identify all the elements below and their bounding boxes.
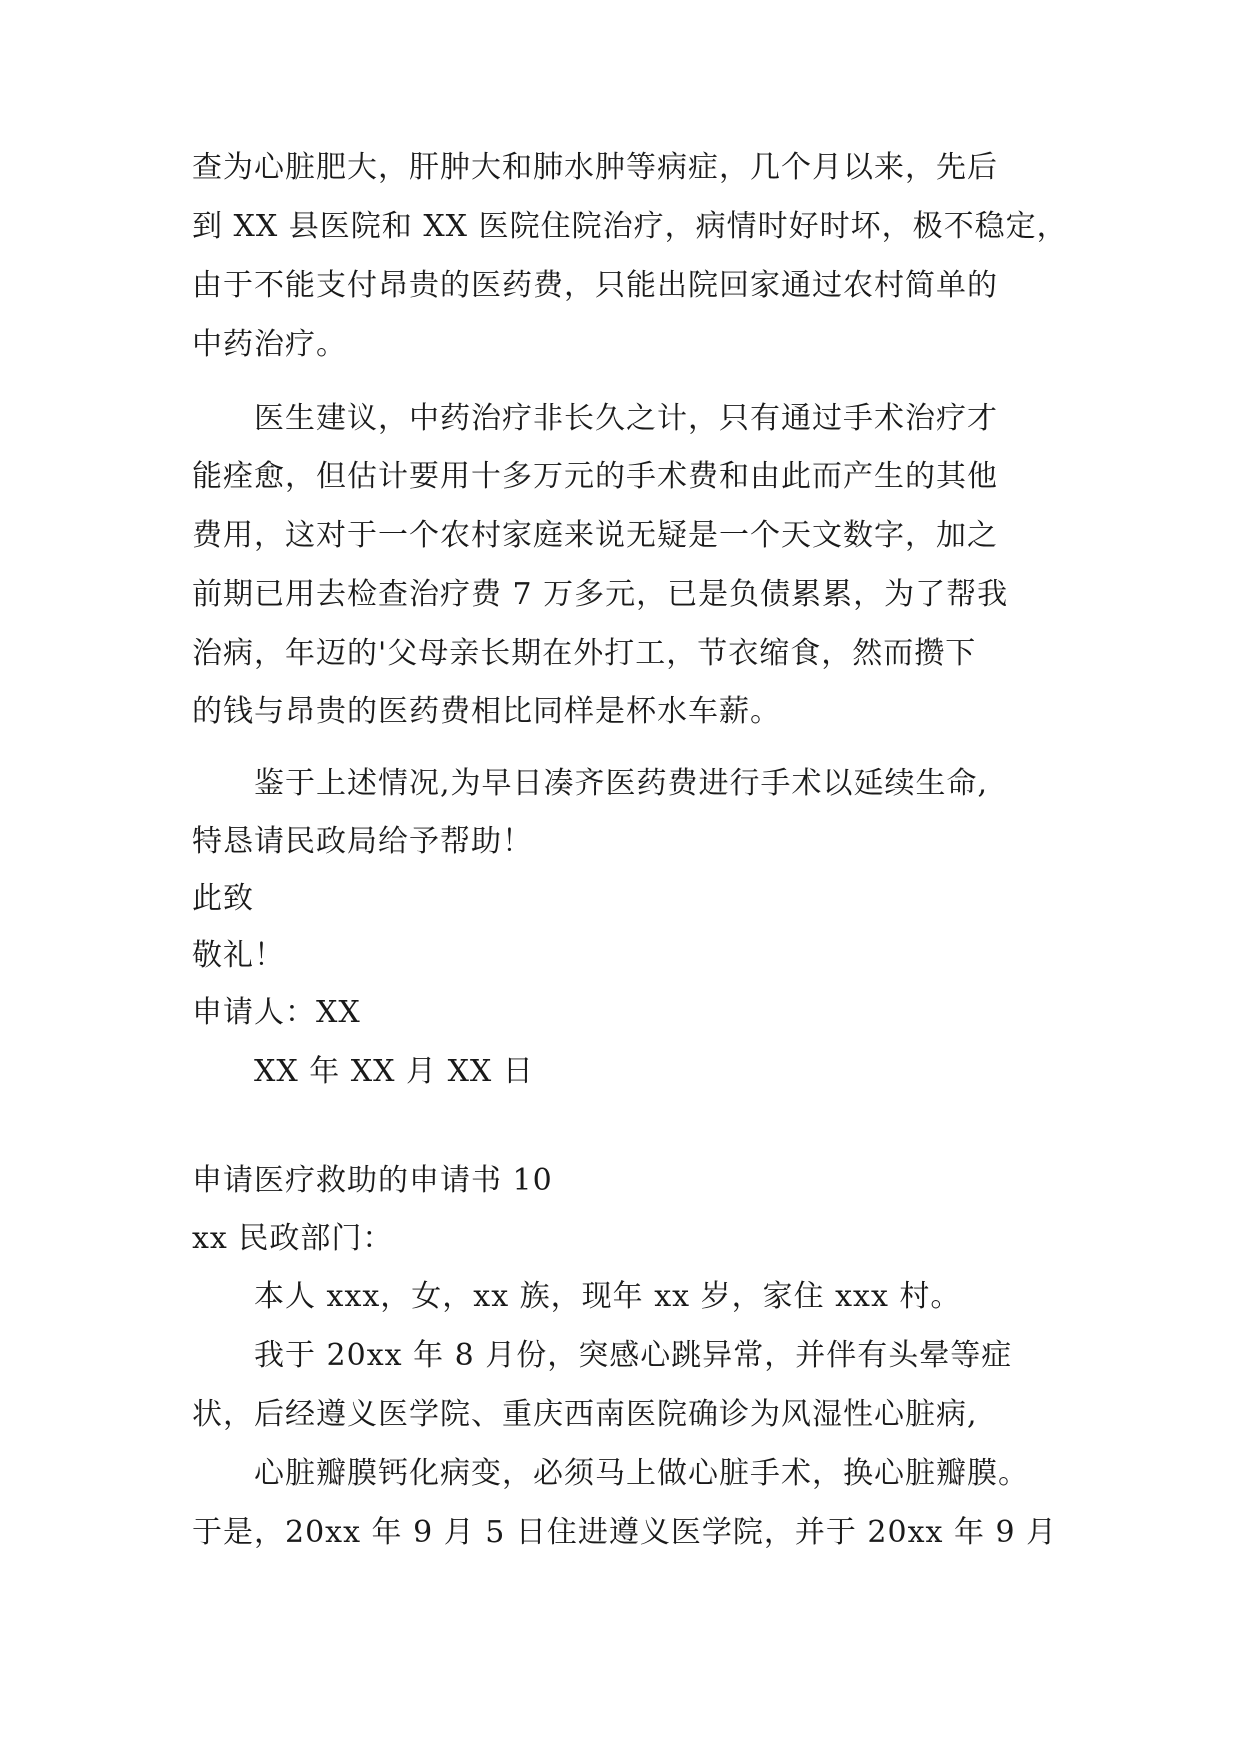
letter-addressee: xx 民政部门： bbox=[192, 1221, 394, 1256]
paragraph-line: 的钱与昂贵的医药费相比同样是杯水车薪。 bbox=[192, 694, 781, 729]
paragraph-line: 治病，年迈的'父母亲长期在外打工，节衣缩食，然而攒下 bbox=[192, 636, 977, 671]
paragraph-line: 本人 xxx，女，xx 族，现年 xx 岁，家住 xxx 村。 bbox=[254, 1279, 962, 1314]
paragraph-line: 鉴于上述情况,为早日凑齐医药费进行手术以延续生命, bbox=[254, 766, 989, 801]
paragraph-line: 由于不能支付昂贵的医药费，只能出院回家通过农村简单的 bbox=[192, 268, 998, 303]
paragraph-line: 能痊愈，但估计要用十多万元的手术费和由此而产生的其他 bbox=[192, 459, 998, 494]
paragraph-line: 于是，20xx 年 9 月 5 日住进遵义医学院，并于 20xx 年 9 月 bbox=[192, 1515, 1058, 1550]
signature-date: XX 年 XX 月 XX 日 bbox=[254, 1054, 534, 1089]
paragraph-line: 我于 20xx 年 8 月份，突感心跳异常，并伴有头晕等症 bbox=[254, 1338, 1013, 1373]
paragraph-line: 中药治疗。 bbox=[192, 327, 347, 362]
paragraph-line: 费用，这对于一个农村家庭来说无疑是一个天文数字，加之 bbox=[192, 518, 998, 553]
paragraph-line: 状，后经遵义医学院、重庆西南医院确诊为风湿性心脏病, bbox=[192, 1397, 978, 1432]
paragraph-line: 前期已用去检查治疗费 7 万多元，已是负债累累，为了帮我 bbox=[192, 577, 1009, 612]
paragraph-line: 心脏瓣膜钙化病变，必须马上做心脏手术，换心脏瓣膜。 bbox=[254, 1456, 1029, 1491]
paragraph-line: 医生建议，中药治疗非长久之计，只有通过手术治疗才 bbox=[254, 401, 998, 436]
paragraph-line: 到 XX 县医院和 XX 医院住院治疗，病情时好时坏，极不稳定， bbox=[192, 209, 1068, 244]
closing-phrase: 此致 bbox=[192, 881, 254, 916]
applicant-signature: 申请人：XX bbox=[192, 995, 361, 1030]
section-title: 申请医疗救助的申请书 10 bbox=[192, 1163, 553, 1198]
closing-salutation: 敬礼！ bbox=[192, 938, 285, 973]
paragraph-line: 特恳请民政局给予帮助！ bbox=[192, 824, 533, 859]
paragraph-line: 查为心脏肥大，肝肿大和肺水肿等病症，几个月以来，先后 bbox=[192, 150, 998, 185]
